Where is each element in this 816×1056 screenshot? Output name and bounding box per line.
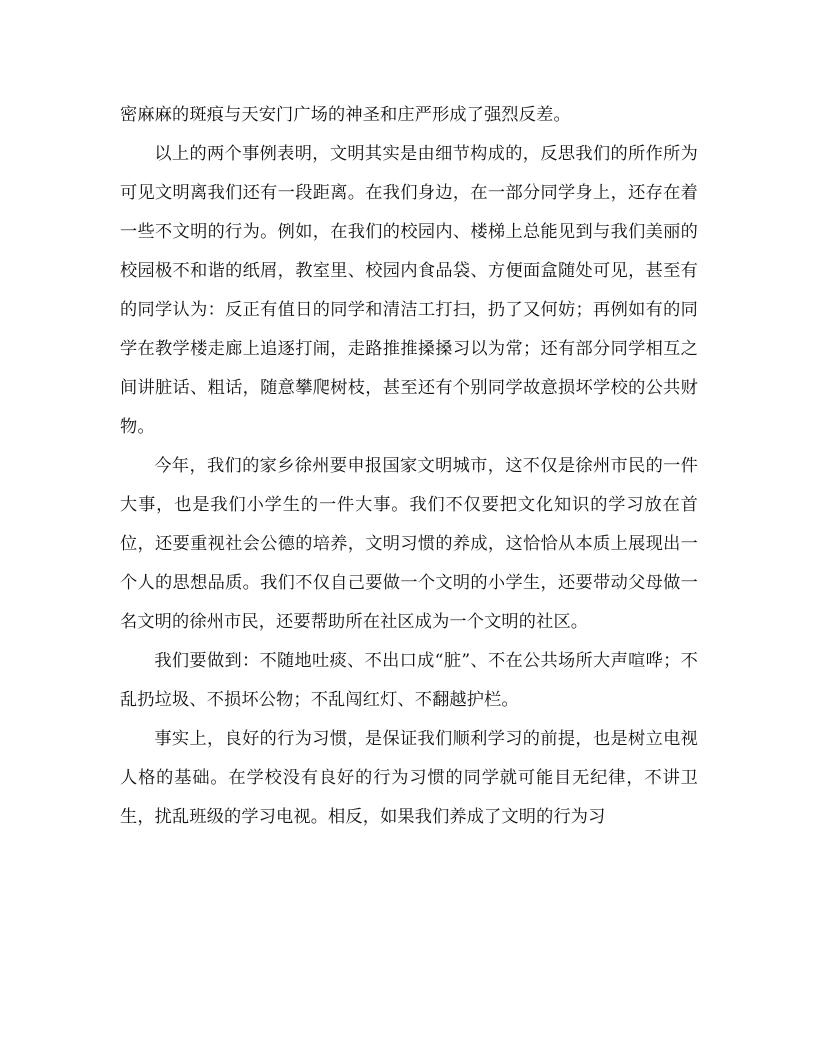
paragraph-what-we-should-do: 我们要做到：不随地吐痰、不出口成“脏”、不在公共场所大声喧哗；不乱扔垃圾、不损坏公物；不乱闯红灯、不翻越护栏。 <box>120 651 698 710</box>
paragraph-civility-examples: 以上的两个事例表明，文明其实是由细节构成的，反思我们的所作所为可见文明离我们还有一段距离。在我们身边，在一部分同学身上，还存在着一些不文明的行为。例如，在我们的校园内、楼梯上总能见到与我们美丽的校园极不和谐的纸屑，教室里、校园内食品袋、方便面盒随处可见，甚至有的同学认为：反正有值日的同学和清洁工打扫，扔了又何妨；再例如有的同学在教学楼走廊上追逐打闹，走路推推搡搡习以为常；还有部分同学相互之间讲脏话、粗话，随意攀爬树枝，甚至还有个别同学故意损坏学校的公共财物。 <box>120 144 698 437</box>
paragraph-xuzhou-civilized-city: 今年，我们的家乡徐州要申报国家文明城市，这不仅是徐州市民的一件大事，也是我们小学生的一件大事。我们不仅要把文化知识的学习放在首位，还要重视社会公德的培养，文明习惯的养成，这恰恰从本质上展现出一个人的思想品质。我们不仅自己要做一个文明的小学生，还要带动父母做一名文明的徐州市民，还要帮助所在社区成为一个文明的社区。 <box>120 456 698 632</box>
paragraph-continued: 密麻麻的斑痕与天安门广场的神圣和庄严形成了强烈反差。 <box>120 105 571 125</box>
document-body <box>120 96 698 837</box>
paragraph-good-habits: 事实上，良好的行为习惯，是保证我们顺利学习的前提，也是树立电视人格的基础。在学校没有良好的行为习惯的同学就可能目无纪律，不讲卫生，扰乱班级的学习电视。相反，如果我们养成了文明的行为习 <box>120 729 698 827</box>
